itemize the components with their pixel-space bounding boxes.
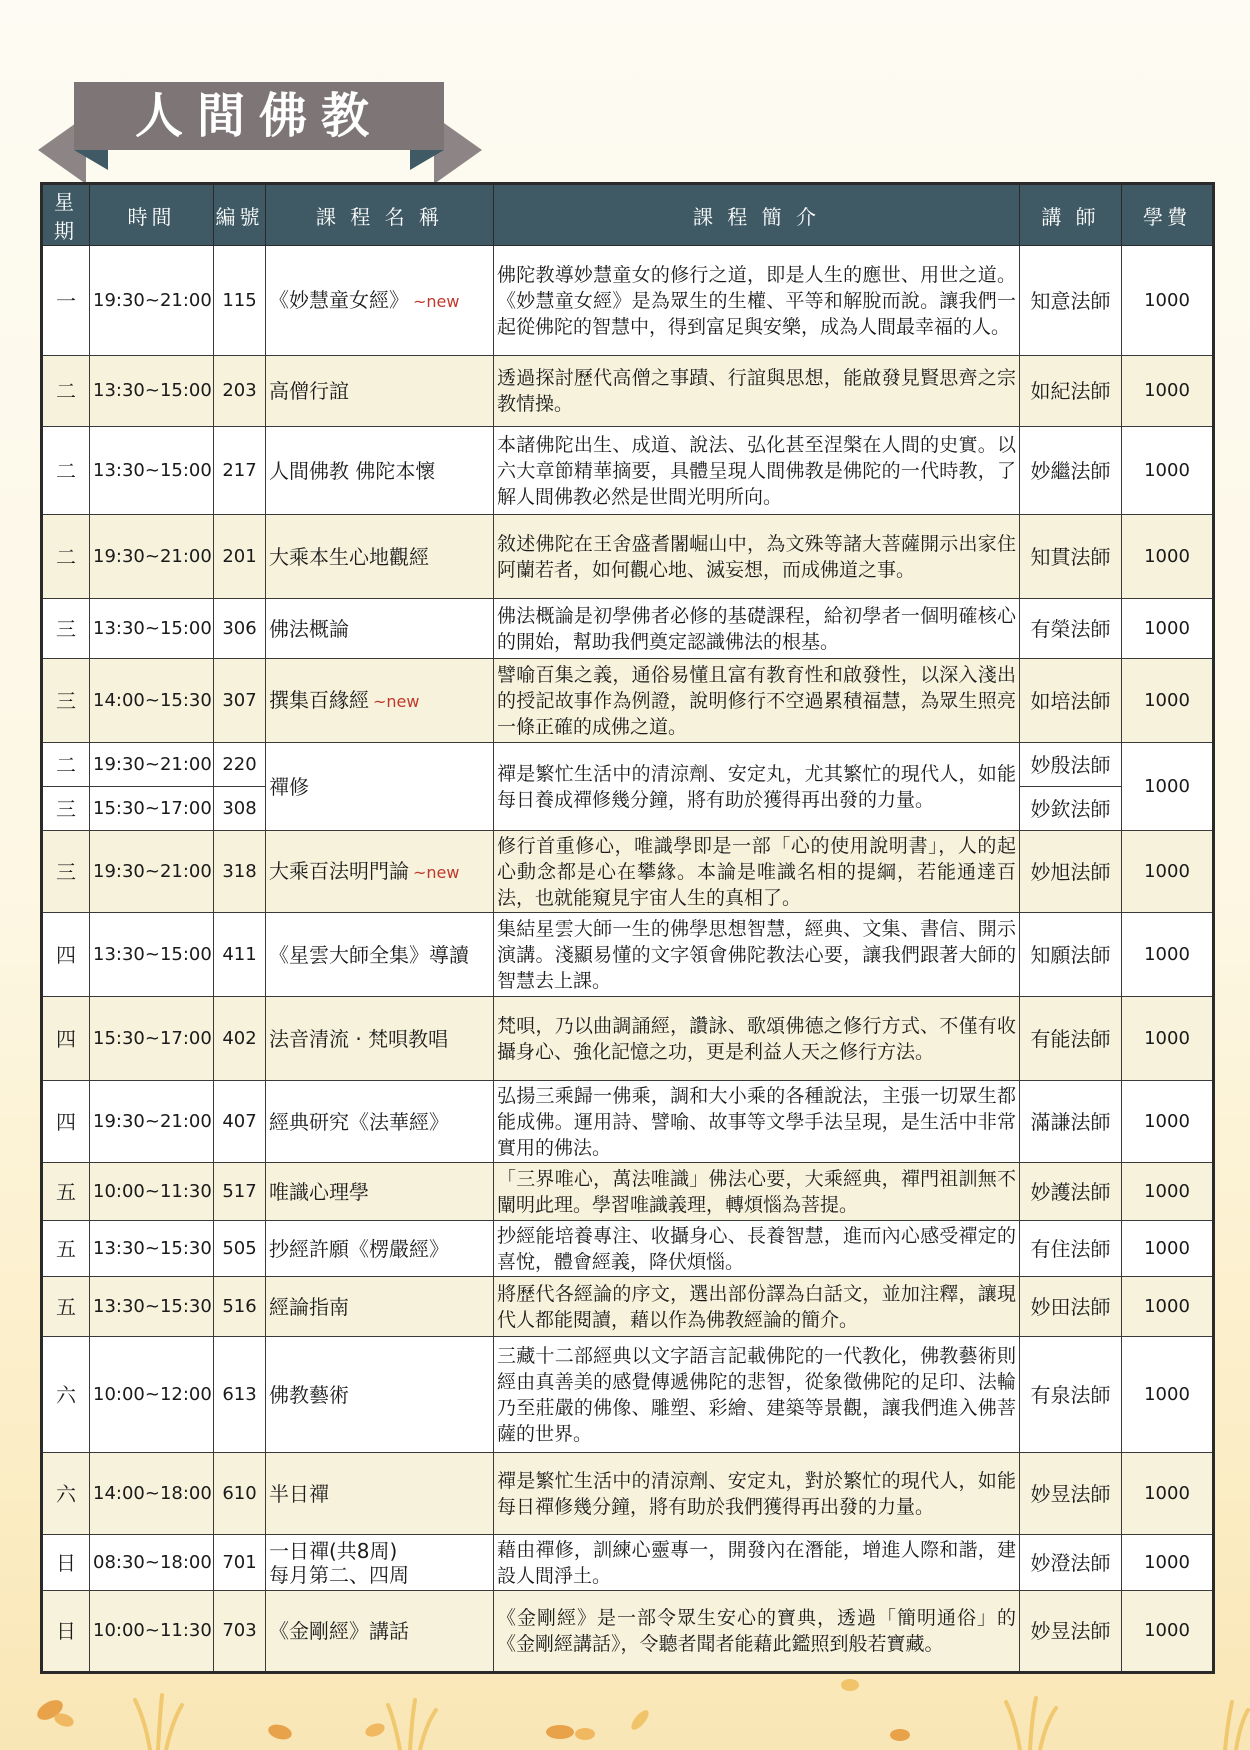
course-name: 《金剛經》講話 — [269, 1619, 409, 1643]
cell-desc: 三藏十二部經典以文字語言記載佛陀的一代教化，佛教藝術則經由真善美的感覺傳遞佛陀的悲智，從象徵佛陀的足印、法輪乃至莊嚴的佛像、雕塑、彩繪、建築等景觀，讓我們進入佛菩薩的世界。 — [494, 1337, 1020, 1453]
cell-desc: 禪是繁忙生活中的清涼劑、安定丸，尤其繁忙的現代人，如能每日養成禪修幾分鐘，將有助於獲得再出發的力量。 — [494, 743, 1020, 831]
header-desc: 課 程 簡 介 — [494, 184, 1020, 246]
header-name: 課 程 名 稱 — [266, 184, 494, 246]
page-title: 人間佛教 — [134, 88, 383, 144]
course-name: 《妙慧童女經》 — [269, 287, 409, 312]
table-row — [42, 356, 1214, 427]
cell-day: 五 — [42, 1221, 90, 1277]
table-row — [42, 1453, 1214, 1535]
cell-day: 二 — [42, 427, 90, 515]
cell-day: 五 — [42, 1163, 90, 1221]
cell-day: 三 — [42, 831, 90, 913]
cell-code: 115 — [214, 246, 266, 356]
table-row — [42, 515, 1214, 599]
table-row — [42, 659, 1214, 743]
cell-desc: 佛陀教導妙慧童女的修行之道，即是人生的應世、用世之道。《妙慧童女經》是為眾生的生權、平等和解脫而說。讓我們一起從佛陀的智慧中，得到富足與安樂，成為人間最幸福的人。 — [494, 246, 1020, 356]
table-row — [42, 599, 1214, 659]
cell-day: 六 — [42, 1337, 90, 1453]
course-name: 高僧行誼 — [269, 379, 349, 403]
cell-teacher: 知貫法師 — [1020, 515, 1122, 599]
cell-time: 10:00~11:30 — [90, 1163, 214, 1221]
cell-desc: 「三界唯心，萬法唯識」佛法心要，大乘經典，禪門祖訓無不闡明此理。學習唯識義理，轉煩惱為菩提。 — [494, 1163, 1020, 1221]
cell-time: 15:30~17:00 — [90, 787, 214, 831]
leaf-icon — [841, 1679, 859, 1691]
cell-fee: 1000 — [1122, 997, 1214, 1081]
cell-time: 10:00~12:00 — [90, 1337, 214, 1453]
cell-fee: 1000 — [1122, 913, 1214, 997]
cell-fee: 1000 — [1122, 515, 1214, 599]
cell-fee: 1000 — [1122, 743, 1214, 831]
ribbon-fold-right — [410, 150, 444, 170]
cell-name — [266, 997, 494, 1081]
table-row — [42, 1081, 1214, 1163]
cell-desc: 藉由禪修，訓練心靈專一，開發內在潛能，增進人際和諧，建設人間淨土。 — [494, 1535, 1020, 1591]
cell-desc: 修行首重修心，唯識學即是一部「心的使用說明書」，人的起心動念都是心在攀緣。本論是唯識名相的提綱，若能通達百法，也就能窺見宇宙人生的真相了。 — [494, 831, 1020, 913]
cell-code: 402 — [214, 997, 266, 1081]
cell-fee: 1000 — [1122, 1337, 1214, 1453]
cell-fee: 1000 — [1122, 1277, 1214, 1337]
cell-name — [266, 913, 494, 997]
cell-code: 318 — [214, 831, 266, 913]
cell-time: 08:30~18:00 — [90, 1535, 214, 1591]
cell-teacher: 妙欽法師 — [1020, 787, 1122, 831]
course-name: 半日禪 — [269, 1481, 329, 1506]
cell-desc: 集結星雲大師一生的佛學思想智慧，經典、文集、書信、開示演講。淺顯易懂的文字領會佛陀教法心要，讓我們跟著大師的智慧去上課。 — [494, 913, 1020, 997]
cell-code: 203 — [214, 356, 266, 427]
header-code: 編號 — [214, 184, 266, 246]
leaf-icon — [34, 1696, 76, 1729]
cell-time: 14:00~18:00 — [90, 1453, 214, 1535]
cell-fee: 1000 — [1122, 1453, 1214, 1535]
new-tag: ~new — [373, 691, 420, 711]
cell-desc: 抄經能培養專注、收攝身心、長養智慧，進而內心感受禪定的喜悅，體會經義，降伏煩惱。 — [494, 1221, 1020, 1277]
cell-day: 四 — [42, 1081, 90, 1163]
cell-code: 217 — [214, 427, 266, 515]
cell-code: 517 — [214, 1163, 266, 1221]
cell-fee: 1000 — [1122, 1535, 1214, 1591]
leaf-icon — [364, 1721, 387, 1739]
cell-desc: 梵唄，乃以曲調誦經，讚詠、歌頌佛德之修行方式、不僅有收攝身心、強化記憶之功，更是利益人天之修行方法。 — [494, 997, 1020, 1081]
cell-fee: 1000 — [1122, 1221, 1214, 1277]
header-day: 星期 — [42, 184, 90, 246]
cell-code: 703 — [214, 1591, 266, 1673]
table-row — [42, 1535, 1214, 1591]
course-name: 人間佛教 佛陀本懷 — [269, 458, 436, 483]
cell-name — [266, 1277, 494, 1337]
course-name: 抄經許願《楞嚴經》 — [269, 1236, 449, 1261]
cell-time: 15:30~17:00 — [90, 997, 214, 1081]
cell-teacher: 有住法師 — [1020, 1221, 1122, 1277]
cell-day: 日 — [42, 1535, 90, 1591]
cell-teacher: 妙旭法師 — [1020, 831, 1122, 913]
cell-code: 308 — [214, 787, 266, 831]
cell-day: 四 — [42, 913, 90, 997]
cell-name — [266, 599, 494, 659]
cell-fee: 1000 — [1122, 1163, 1214, 1221]
cell-name — [266, 743, 494, 831]
cell-time: 13:30~15:30 — [90, 1221, 214, 1277]
cell-name — [266, 831, 494, 913]
course-name: 大乘本生心地觀經 — [269, 544, 429, 569]
cell-code: 701 — [214, 1535, 266, 1591]
decorative-footer — [0, 1660, 1250, 1750]
table-row — [42, 1221, 1214, 1277]
course-name: 禪修 — [269, 774, 309, 799]
cell-day: 三 — [42, 599, 90, 659]
cell-day: 二 — [42, 356, 90, 427]
cell-code: 505 — [214, 1221, 266, 1277]
cell-time: 19:30~21:00 — [90, 743, 214, 787]
course-name-note: 每月第二、四周 — [269, 1562, 409, 1587]
cell-code: 407 — [214, 1081, 266, 1163]
cell-day: 三 — [42, 787, 90, 831]
cell-fee: 1000 — [1122, 427, 1214, 515]
cell-teacher: 妙昱法師 — [1020, 1591, 1122, 1673]
cell-time: 13:30~15:00 — [90, 913, 214, 997]
cell-name — [266, 1163, 494, 1221]
cell-teacher: 妙昱法師 — [1020, 1453, 1122, 1535]
cell-code: 306 — [214, 599, 266, 659]
course-name: 經典研究《法華經》 — [269, 1109, 449, 1134]
table-row — [42, 1337, 1214, 1453]
cell-time: 19:30~21:00 — [90, 515, 214, 599]
cell-teacher: 有泉法師 — [1020, 1337, 1122, 1453]
cell-teacher: 妙護法師 — [1020, 1163, 1122, 1221]
cell-name — [266, 1453, 494, 1535]
leaf-icon — [890, 1729, 910, 1741]
grass-icon — [1225, 1702, 1248, 1750]
grass-icon — [388, 1700, 436, 1750]
cell-day: 四 — [42, 997, 90, 1081]
cell-day: 一 — [42, 246, 90, 356]
cell-name — [266, 1221, 494, 1277]
cell-teacher: 如培法師 — [1020, 659, 1122, 743]
course-name: 唯識心理學 — [269, 1179, 369, 1204]
cell-name — [266, 1337, 494, 1453]
cell-day: 日 — [42, 1591, 90, 1673]
cell-fee: 1000 — [1122, 831, 1214, 913]
course-name: 《星雲大師全集》導讀 — [269, 942, 469, 967]
cell-day: 三 — [42, 659, 90, 743]
cell-code: 516 — [214, 1277, 266, 1337]
cell-teacher: 如紀法師 — [1020, 356, 1122, 427]
header-time: 時間 — [90, 184, 214, 246]
cell-desc: 譬喻百集之義，通俗易懂且富有教育性和啟發性，以深入淺出的授記故事作為例證，說明修行不空過累積福慧，為眾生照亮一條正確的成佛之道。 — [494, 659, 1020, 743]
ribbon-fold-left — [74, 150, 108, 170]
cell-teacher: 妙繼法師 — [1020, 427, 1122, 515]
grass-icon — [1006, 1698, 1056, 1750]
cell-teacher: 知願法師 — [1020, 913, 1122, 997]
cell-name — [266, 515, 494, 599]
leaf-icon — [546, 1725, 595, 1740]
cell-teacher: 有能法師 — [1020, 997, 1122, 1081]
table-row — [42, 246, 1214, 356]
cell-teacher: 知意法師 — [1020, 246, 1122, 356]
cell-code: 201 — [214, 515, 266, 599]
cell-day: 二 — [42, 515, 90, 599]
course-name: 撰集百緣經 — [269, 687, 369, 712]
cell-code: 220 — [214, 743, 266, 787]
cell-desc: 《金剛經》是一部令眾生安心的寶典，透過「簡明通俗」的《金剛經講話》，令聽者聞者能藉此鑑照到般若寶藏。 — [494, 1591, 1020, 1673]
cell-desc: 弘揚三乘歸一佛乘，調和大小乘的各種說法，主張一切眾生都能成佛。運用詩、譬喻、故事等文學手法呈現，是生活中非常實用的佛法。 — [494, 1081, 1020, 1163]
cell-teacher: 妙澄法師 — [1020, 1535, 1122, 1591]
cell-desc: 敘述佛陀在王舍盛耆闍崛山中，為文殊等諸大菩薩開示出家住阿蘭若者，如何觀心地、滅妄想，而成佛道之事。 — [494, 515, 1020, 599]
course-name: 經論指南 — [269, 1294, 349, 1319]
course-name: 法音清流 · 梵唄教唱 — [269, 1026, 449, 1051]
table-row — [42, 1163, 1214, 1221]
cell-fee: 1000 — [1122, 659, 1214, 743]
cell-name — [266, 1535, 494, 1591]
cell-code: 613 — [214, 1337, 266, 1453]
cell-time: 19:30~21:00 — [90, 831, 214, 913]
table-row — [42, 831, 1214, 913]
cell-desc: 本諸佛陀出生、成道、說法、弘化甚至涅槃在人間的史實。以六大章節精華摘要，具體呈現人間佛教是佛陀的一代時教，了解人間佛教必然是世間光明所向。 — [494, 427, 1020, 515]
cell-fee: 1000 — [1122, 246, 1214, 356]
header-fee: 學費 — [1122, 184, 1214, 246]
cell-fee: 1000 — [1122, 356, 1214, 427]
course-name: 一日禪(共8周) — [269, 1538, 398, 1563]
cell-time: 19:30~21:00 — [90, 1081, 214, 1163]
header-teacher: 講 師 — [1020, 184, 1122, 246]
cell-day: 二 — [42, 743, 90, 787]
cell-time: 13:30~15:00 — [90, 427, 214, 515]
cell-name — [266, 659, 494, 743]
cell-code: 411 — [214, 913, 266, 997]
leaf-icon — [267, 1722, 294, 1742]
leaf-icon — [628, 1708, 651, 1733]
table-row — [42, 743, 1214, 787]
cell-desc: 佛法概論是初學佛者必修的基礎課程，給初學者一個明確核心的開始，幫助我們奠定認識佛法的根基。 — [494, 599, 1020, 659]
table-row — [42, 427, 1214, 515]
cell-time: 19:30~21:00 — [90, 246, 214, 356]
cell-time: 14:00~15:30 — [90, 659, 214, 743]
table-row — [42, 1277, 1214, 1337]
new-tag: ~new — [413, 291, 460, 311]
cell-code: 610 — [214, 1453, 266, 1535]
course-name: 佛法概論 — [269, 616, 349, 641]
course-table — [40, 182, 1215, 1674]
course-name: 佛教藝術 — [269, 1382, 349, 1407]
cell-teacher: 妙田法師 — [1020, 1277, 1122, 1337]
cell-teacher: 妙殷法師 — [1020, 743, 1122, 787]
cell-name — [266, 427, 494, 515]
course-name: 大乘百法明門論 — [269, 858, 409, 883]
cell-desc: 將歷代各經論的序文，選出部份譯為白話文，並加注釋，讓現代人都能閱讀，藉以作為佛教經論的簡介。 — [494, 1277, 1020, 1337]
cell-day: 五 — [42, 1277, 90, 1337]
cell-desc: 禪是繁忙生活中的清涼劑、安定丸，對於繁忙的現代人，如能每日禪修幾分鐘，將有助於我們獲得再出發的力量。 — [494, 1453, 1020, 1535]
cell-desc: 透過探討歷代高僧之事蹟、行誼與思想，能啟發見賢思齊之宗教情操。 — [494, 356, 1020, 427]
new-tag: ~new — [413, 862, 460, 882]
cell-name — [266, 356, 494, 427]
cell-time: 10:00~11:30 — [90, 1591, 214, 1673]
cell-time: 13:30~15:00 — [90, 599, 214, 659]
cell-teacher: 有榮法師 — [1020, 599, 1122, 659]
cell-name — [266, 1081, 494, 1163]
cell-fee: 1000 — [1122, 599, 1214, 659]
grass-icon — [135, 1695, 182, 1750]
cell-fee: 1000 — [1122, 1081, 1214, 1163]
cell-teacher: 滿謙法師 — [1020, 1081, 1122, 1163]
cell-code: 307 — [214, 659, 266, 743]
table-row — [42, 997, 1214, 1081]
title-ribbon — [38, 82, 478, 172]
cell-name — [266, 246, 494, 356]
cell-time: 13:30~15:00 — [90, 356, 214, 427]
cell-fee: 1000 — [1122, 1591, 1214, 1673]
table-row — [42, 913, 1214, 997]
cell-time: 13:30~15:30 — [90, 1277, 214, 1337]
cell-day: 六 — [42, 1453, 90, 1535]
table-header-row — [42, 184, 1214, 246]
